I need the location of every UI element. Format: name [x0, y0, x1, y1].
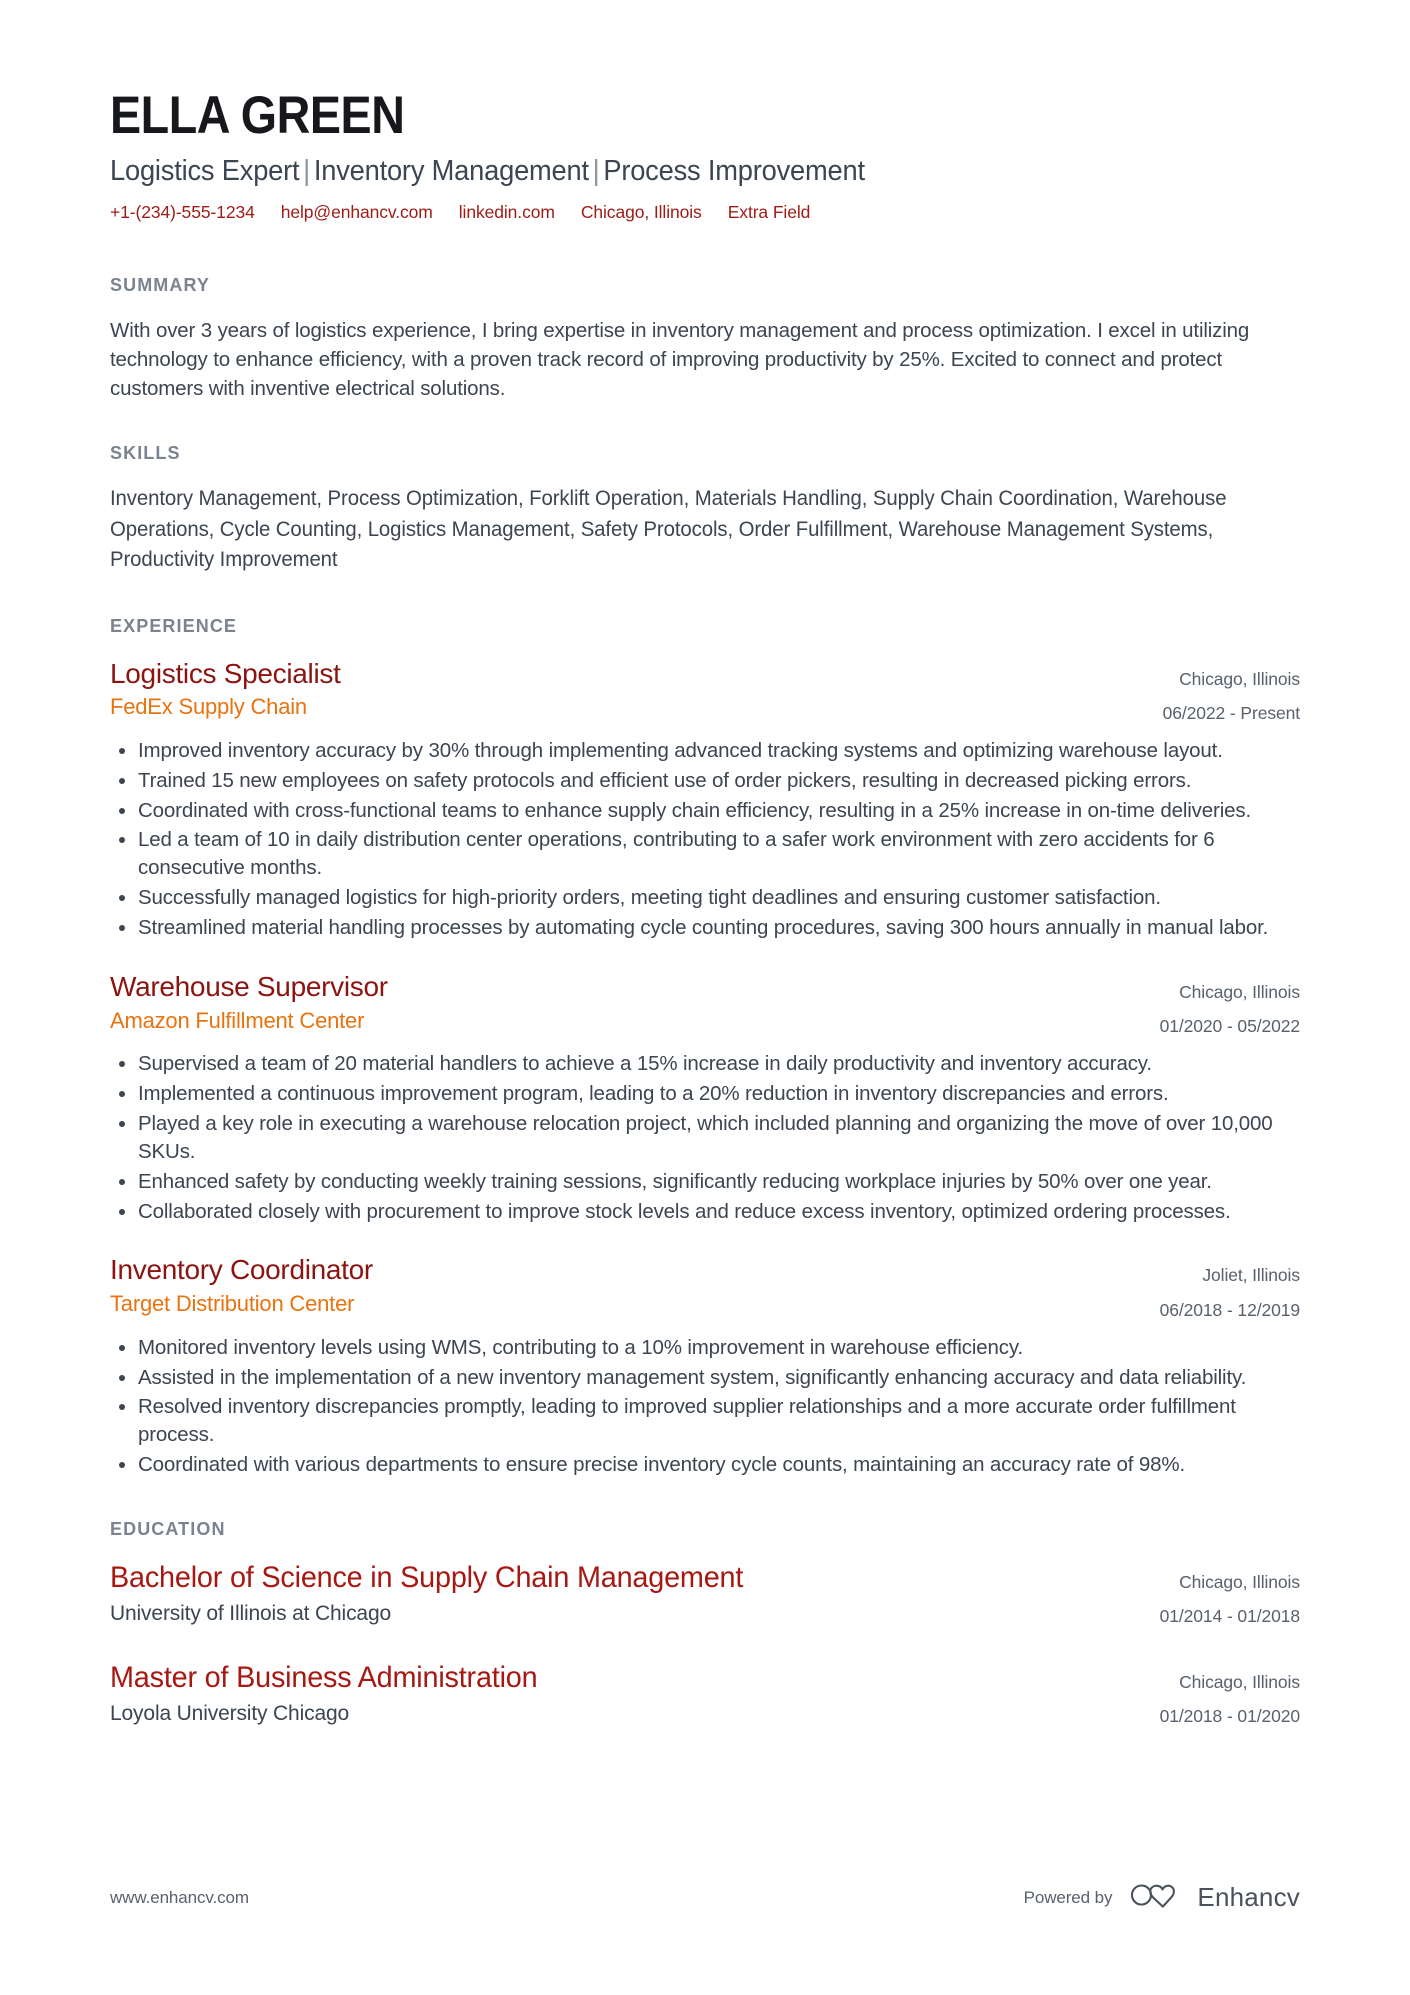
job-dates: 01/2020 - 05/2022 — [1159, 1016, 1300, 1037]
enhancv-brand-name: Enhancv — [1197, 1882, 1300, 1912]
education-entry-meta — [1130, 1660, 1300, 1730]
section-title-skills: SKILLS — [110, 443, 181, 464]
experience-entry-left — [110, 1253, 1130, 1318]
job-bullet: Resolved inventory discrepancies promptly, leading to improved supplier relationships and a more accurate order fulfillment process. — [110, 1393, 1300, 1449]
job-location: Chicago, Illinois — [1179, 668, 1300, 689]
job-bullet-list — [110, 737, 1300, 942]
job-bullet: Successfully managed logistics for high-priority orders, meeting tight deadlines and ensuring customer satisfaction. — [110, 884, 1300, 912]
contact-extra-field[interactable]: Extra Field — [727, 201, 811, 222]
headline-part-3: Process Improvement — [603, 155, 865, 188]
job-bullet: Monitored inventory levels using WMS, contributing to a 10% improvement in warehouse efficiency. — [110, 1334, 1300, 1362]
experience-entry-header — [110, 970, 1300, 1040]
headline-part-2: Inventory Management — [313, 155, 589, 188]
job-bullet: Streamlined material handling processes by automating cycle counting procedures, saving 300 hours annually in manual labor. — [110, 914, 1300, 942]
experience-entry-header — [110, 1253, 1300, 1323]
degree-location: Chicago, Illinois — [1179, 1572, 1300, 1593]
job-bullet: Led a team of 10 in daily distribution center operations, contributing to a safer work environment with zero accidents for 6 consecutive months. — [110, 826, 1300, 882]
headline-part-1: Logistics Expert — [110, 155, 300, 188]
institution-name: Loyola University Chicago — [110, 1701, 350, 1725]
job-bullet: Trained 15 new employees on safety protocols and efficient use of order pickers, resulting in decreased picking errors. — [110, 767, 1300, 795]
experience-entry-header — [110, 657, 1300, 727]
footer-website-url[interactable]: www.enhancv.com — [110, 1887, 249, 1907]
job-bullet: Collaborated closely with procurement to improve stock levels and reduce excess inventory, optimized ordering processes. — [110, 1198, 1300, 1226]
job-location: Chicago, Illinois — [1179, 981, 1300, 1002]
enhancv-brand — [1129, 1880, 1300, 1915]
resume-header — [110, 88, 1300, 223]
headline-separator-2: | — [592, 155, 600, 188]
footer-branding — [1024, 1880, 1300, 1915]
skills-text: Inventory Management, Process Optimization, Forklift Operation, Materials Handling, Supply Chain Coordination, Warehouse Operations, Cycle Counting, Logistics Management, Safety Protocols, Order Fulfillment, Warehouse Management Systems, Productivity Improvement — [110, 487, 1227, 572]
job-bullet-list — [110, 1334, 1300, 1479]
summary-text: With over 3 years of logistics experience, I bring expertise in inventory management and process optimization. I excel in utilizing technology to enhance efficiency, with a proven track record of improving productivity by 25%. Excited to connect and protect customers with inventive electrical solutions. — [110, 318, 1250, 401]
education-entry-left — [110, 1560, 1130, 1627]
degree-dates: 01/2018 - 01/2020 — [1159, 1706, 1300, 1727]
education-entry-left — [110, 1660, 1130, 1727]
experience-entry-meta — [1130, 1253, 1300, 1323]
job-bullet: Assisted in the implementation of a new inventory management system, significantly enhancing accuracy and data reliability. — [110, 1364, 1300, 1392]
job-bullet: Implemented a continuous improvement program, leading to a 20% reduction in inventory discrepancies and errors. — [110, 1080, 1300, 1108]
experience-entry-left — [110, 657, 1133, 722]
enhancv-logo-icon — [1129, 1880, 1185, 1915]
institution-name: University of Illinois at Chicago — [110, 1601, 392, 1625]
degree-title: Bachelor of Science in Supply Chain Management — [110, 1561, 744, 1595]
job-title: Logistics Specialist — [110, 657, 341, 689]
job-bullet: Played a key role in executing a warehouse relocation project, which included planning and organizing the move of over 10,000 SKUs. — [110, 1110, 1300, 1166]
experience-entry — [110, 1253, 1300, 1479]
education-entry-meta — [1130, 1560, 1300, 1630]
section-summary — [110, 275, 1300, 403]
section-education — [110, 1519, 1300, 1731]
section-title-education: EDUCATION — [110, 1519, 226, 1540]
job-title: Inventory Coordinator — [110, 1254, 373, 1286]
experience-entry-left — [110, 970, 1130, 1035]
candidate-name: ELLA GREEN — [110, 86, 405, 145]
resume-footer — [110, 1880, 1300, 1915]
contact-email[interactable]: help@enhancv.com — [280, 201, 433, 222]
contact-phone[interactable]: +1-(234)-555-1234 — [110, 201, 255, 222]
job-bullet: Coordinated with cross-functional teams to enhance supply chain efficiency, resulting in a 25% increase in on-time deliveries. — [110, 797, 1300, 825]
job-bullet: Improved inventory accuracy by 30% through implementing advanced tracking systems and optimizing warehouse layout. — [110, 737, 1300, 765]
contact-bar — [110, 202, 1300, 223]
section-title-summary: SUMMARY — [110, 274, 211, 295]
job-bullet: Coordinated with various departments to ensure precise inventory cycle counts, maintaining an accuracy rate of 98%. — [110, 1451, 1300, 1479]
headline-separator-1: | — [303, 155, 311, 188]
company-name: Amazon Fulfillment Center — [110, 1007, 365, 1033]
section-skills — [110, 443, 1300, 575]
experience-entry-meta — [1130, 970, 1300, 1040]
experience-entry-meta — [1133, 657, 1300, 727]
company-name: FedEx Supply Chain — [110, 694, 307, 720]
section-experience — [110, 616, 1300, 1480]
degree-dates: 01/2014 - 01/2018 — [1159, 1606, 1300, 1627]
job-title: Warehouse Supervisor — [110, 970, 388, 1002]
job-bullet: Enhanced safety by conducting weekly training sessions, significantly reducing workplace injuries by 50% over one year. — [110, 1168, 1300, 1196]
job-dates: 06/2022 - Present — [1162, 702, 1300, 723]
candidate-headline — [110, 154, 1229, 189]
job-bullet-list — [110, 1050, 1300, 1225]
company-name: Target Distribution Center — [110, 1291, 355, 1317]
contact-linkedin[interactable]: linkedin.com — [458, 201, 555, 222]
contact-location[interactable]: Chicago, Illinois — [580, 201, 702, 222]
section-title-experience: EXPERIENCE — [110, 615, 238, 636]
experience-entry — [110, 970, 1300, 1226]
job-dates: 06/2018 - 12/2019 — [1159, 1299, 1300, 1320]
job-bullet: Supervised a team of 20 material handlers to achieve a 15% increase in daily productivity and inventory accuracy. — [110, 1050, 1300, 1078]
education-entry-header — [110, 1660, 1300, 1730]
education-entry — [110, 1560, 1300, 1630]
job-location: Joliet, Illinois — [1202, 1265, 1300, 1286]
experience-entry — [110, 657, 1300, 942]
education-entry-header — [110, 1560, 1300, 1630]
degree-location: Chicago, Illinois — [1179, 1672, 1300, 1693]
degree-title: Master of Business Administration — [110, 1661, 538, 1695]
education-entry — [110, 1660, 1300, 1730]
powered-by-label: Powered by — [1023, 1887, 1113, 1907]
